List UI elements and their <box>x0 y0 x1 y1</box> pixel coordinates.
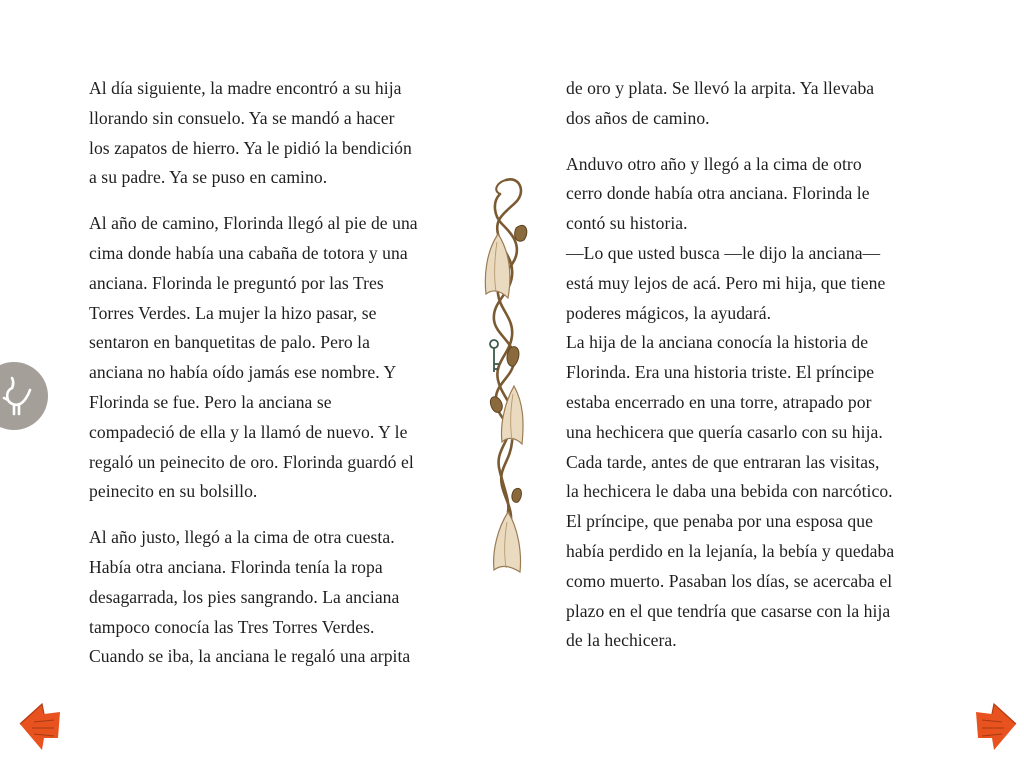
next-page-button[interactable] <box>972 698 1020 754</box>
right-text-column <box>566 74 926 672</box>
paragraph: Al año de camino, Florinda llegó al pie de una cima donde había una cabaña de totora y una anciana. Florinda le preguntó por las Tres Torres Verdes. La mujer la hizo pasar, se sentaron en banquetitas de palo. Pero la anciana no había oído jamás ese nombre. Y Florinda se fue. Pero la anciana se compadeció de ella y la llamó de nuevo. Y le regaló un peinecito de oro. Florinda guardó el peinecito en su bolsillo. <box>89 213 418 502</box>
menu-tab-button[interactable] <box>0 362 48 430</box>
paragraph: de oro y plata. Se llevó la arpita. Ya llevaba dos años de camino. <box>566 78 875 128</box>
vine-flower-illustration <box>480 172 532 578</box>
paragraph: Anduvo otro año y llegó a la cima de otro cerro donde había otra anciana. Florinda le contó su historia. —Lo que usted busca —le dijo la anciana— está muy lejos de acá. Pero mi hija, que tiene poderes mágicos, la ayudará. La hija de la anciana conocía la historia de Florinda. Era una historia triste. El príncipe estaba encerrado en una torre, atrapado por una hechicera que quería casarlo con su hija. Cada tarde, antes de que entraran las visitas, la hechicera le daba una bebida con narcótico. El príncipe, que penaba por una esposa que había perdido en la lejanía, la bebía y quedaba como muerto. Pasaban los días, se acercaba el plazo en el que tendría que casarse con la hija de la hechicera. <box>566 153 895 651</box>
arrow-right-icon <box>972 698 1020 754</box>
bird-icon <box>2 374 32 418</box>
paragraph: Al año justo, llegó a la cima de otra cuesta. Había otra anciana. Florinda tenía la ropa desagarrada, los pies sangrando. La anciana tampoco conocía las Tres Torres Verdes. Cuando se iba, la anciana le regaló una arpita <box>89 527 411 667</box>
arrow-left-icon <box>16 698 64 754</box>
paragraph: Al día siguiente, la madre encontró a su hija llorando sin consuelo. Ya se mandó a hacer los zapatos de hierro. Ya le pidió la bendición a su padre. Ya se puso en camino. <box>89 78 412 188</box>
left-text-column <box>89 74 449 688</box>
prev-page-button[interactable] <box>16 698 64 754</box>
